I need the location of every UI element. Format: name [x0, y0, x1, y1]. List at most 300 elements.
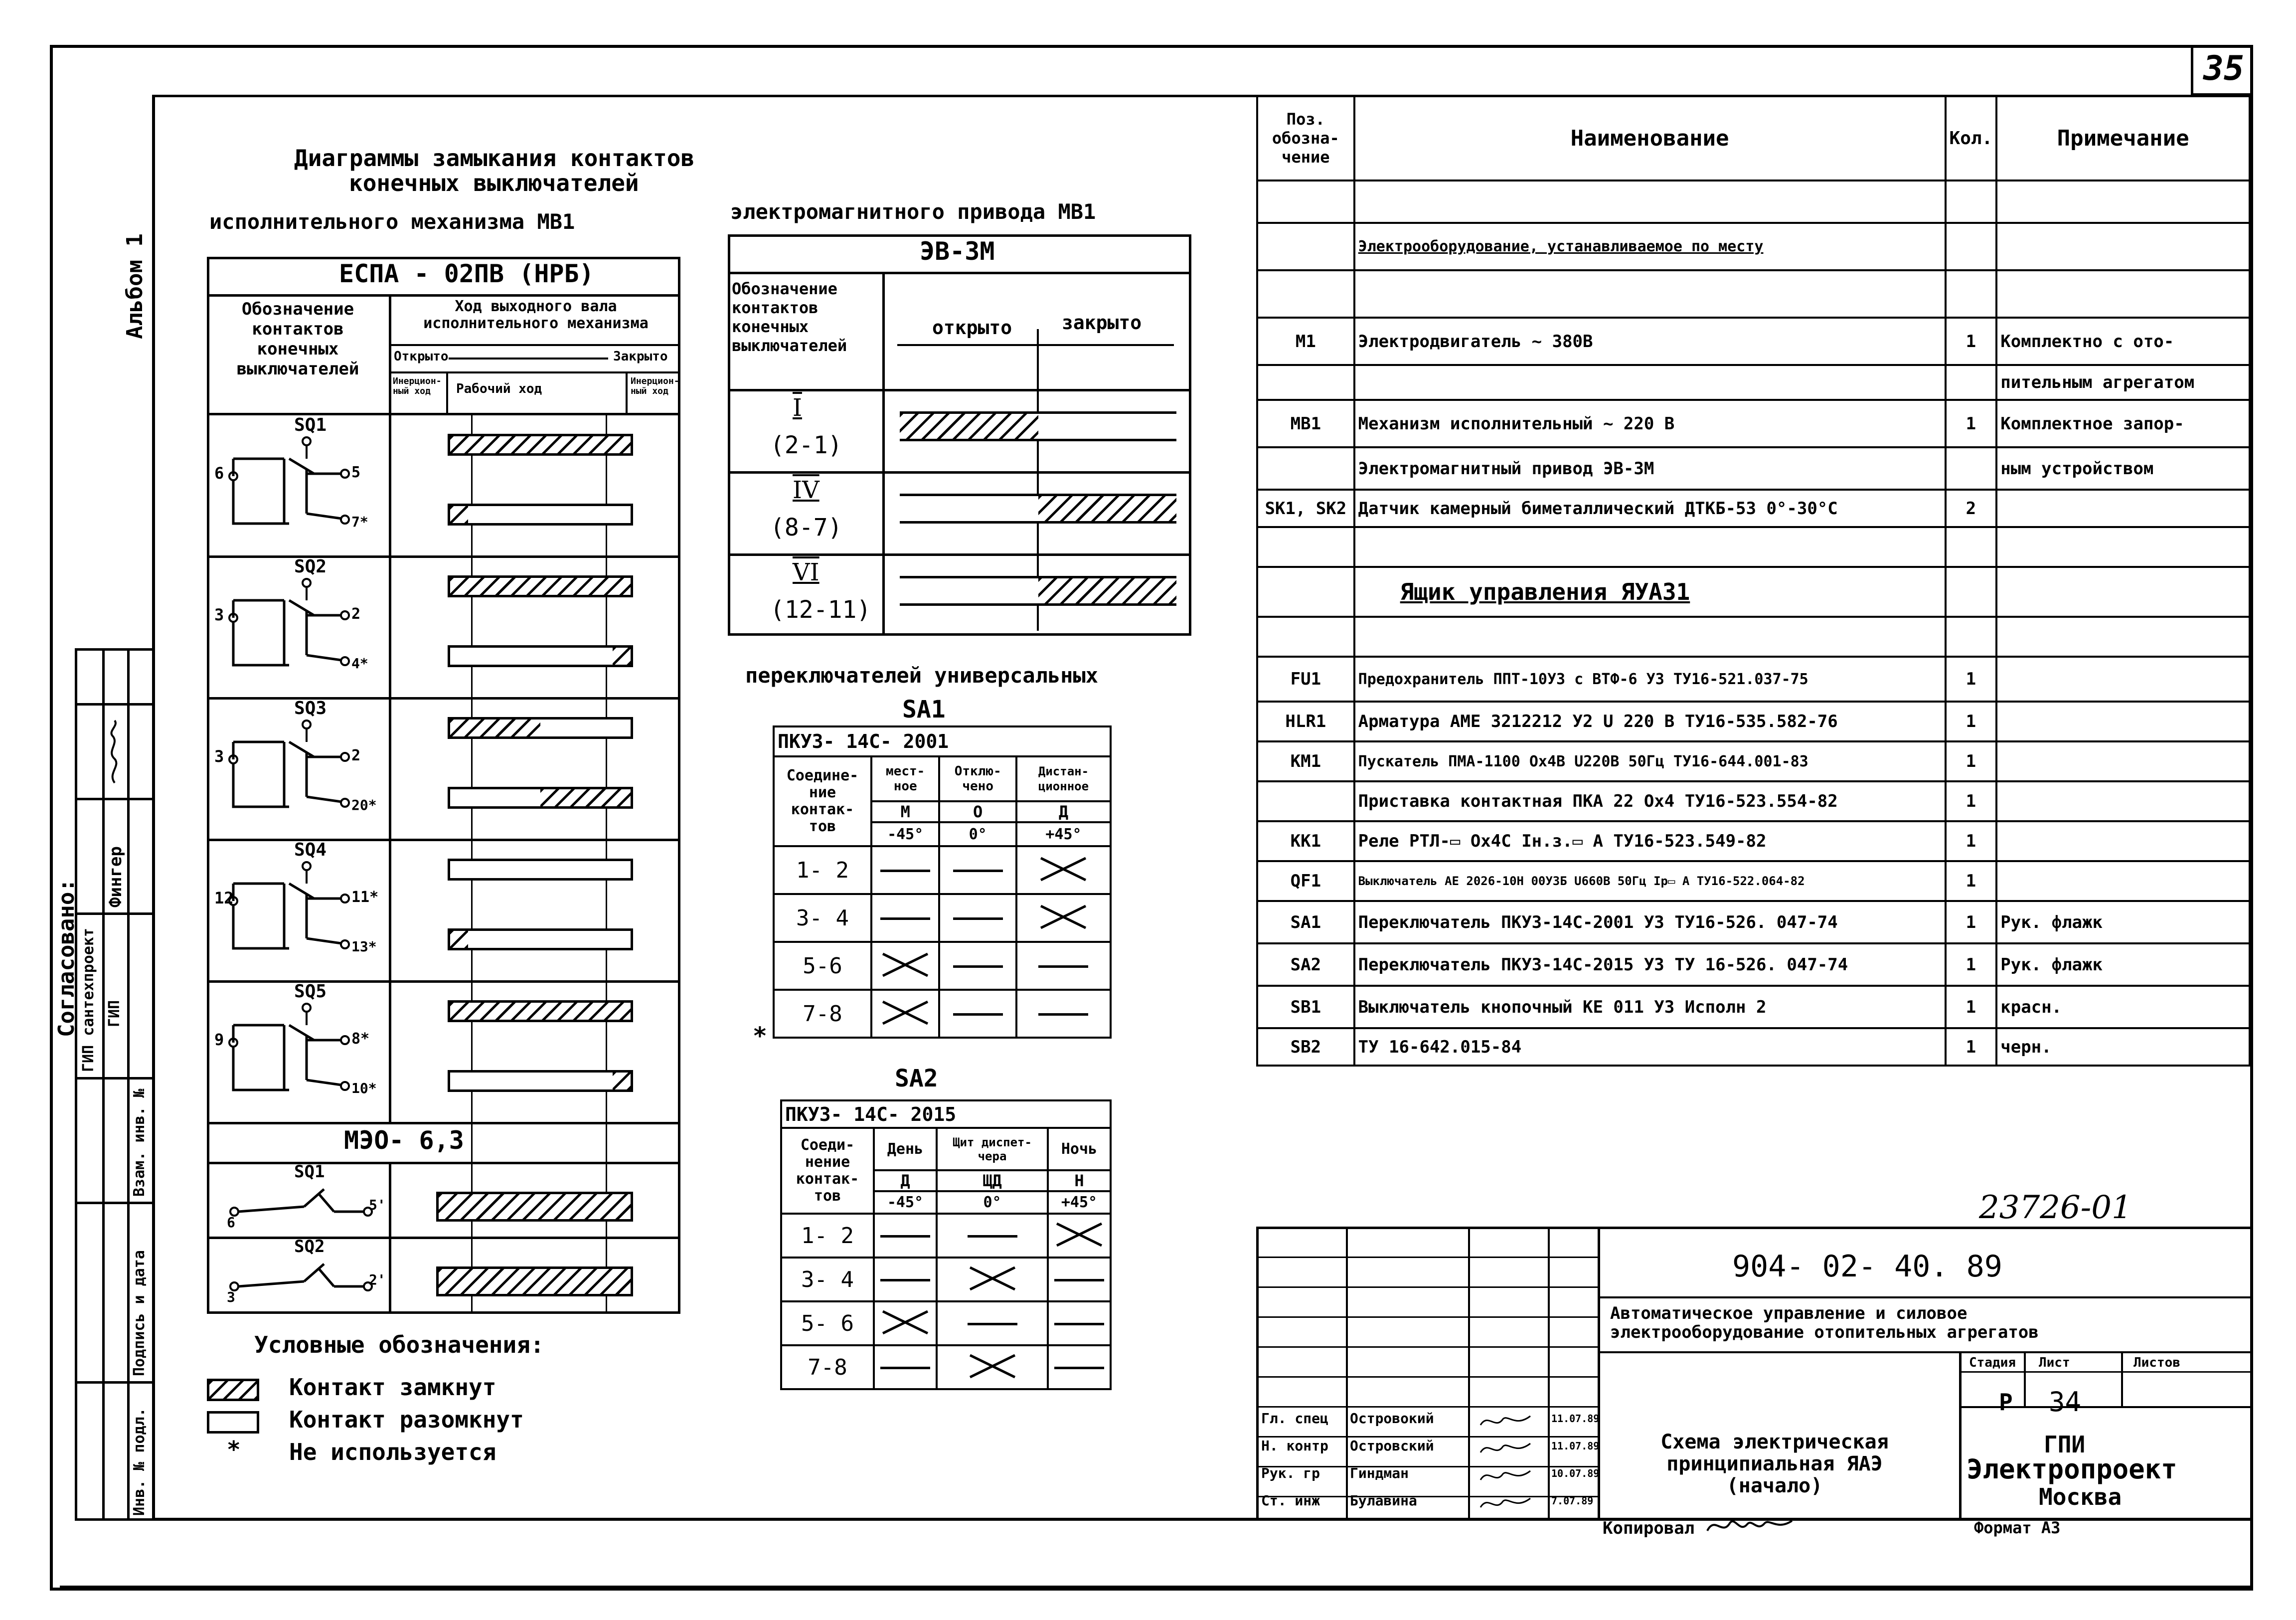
spec-qty: 1 [1946, 318, 1997, 365]
spec-row [1257, 1028, 2250, 1066]
spec-name: Реле РТЛ-▭ Ох4С Iн.з.▭ А ТУ16-523.549-82 [1354, 821, 1946, 861]
spec-name: Приставка контактная ПКА 22 Ох4 ТУ16-523.554-82 [1354, 781, 1946, 821]
spec-name: ТУ 16-642.015-84 [1354, 1028, 1946, 1066]
stamp-date: 11.07.89 [1551, 1413, 1600, 1425]
switch-mark [937, 1345, 1048, 1389]
page-number: 35 [2203, 49, 2244, 88]
switch-mark [871, 894, 939, 942]
stamp-vline [1548, 1227, 1550, 1521]
stamp-line [1598, 1296, 2253, 1298]
sa1-code: О [939, 801, 1016, 822]
strip-line [75, 1077, 152, 1080]
switch-mark [1016, 894, 1111, 942]
open-dash-icon [880, 1279, 930, 1281]
spec-row [1257, 270, 2250, 318]
eb-vline [882, 272, 885, 636]
eb-contact-pins: (8-7) [770, 514, 842, 541]
spec-qty: 1 [1946, 986, 1997, 1028]
open-dash-icon [1038, 1013, 1088, 1016]
spec-pos [1257, 223, 1354, 270]
contact-bar [448, 787, 633, 809]
stamp-org-line3: Москва [2039, 1483, 2122, 1510]
spec-qty [1946, 223, 1997, 270]
switch-pair: 1- 2 [774, 846, 871, 894]
sa2-code: Н [1048, 1170, 1111, 1191]
legend-open-text: Контакт разомкнут [289, 1406, 524, 1433]
stamp-sheets-label: Листов [2133, 1355, 2180, 1370]
spec-qty: 1 [1946, 821, 1997, 861]
switch-pin-right: 8* [351, 1030, 370, 1048]
spec-pos [1257, 270, 1354, 318]
espa-line [207, 1162, 680, 1164]
switch-name: SQ5 [294, 981, 327, 1002]
sa2-conn-header: Соеди-нение контак-тов [781, 1128, 874, 1214]
closed-cross-icon [878, 998, 933, 1028]
sa1-code: Д [1016, 801, 1111, 822]
open-dash-icon [1054, 1367, 1104, 1369]
sa1-star: * [753, 1022, 767, 1050]
spec-pos: КМ1 [1257, 741, 1354, 781]
switch-mark [937, 1258, 1048, 1301]
spec-qty: 1 [1946, 1028, 1997, 1066]
spec-pos: SA1 [1257, 901, 1354, 943]
sa1-code: М [871, 801, 939, 822]
switch-mark [1016, 990, 1111, 1038]
spec-name [1354, 180, 1946, 223]
spec-note [1996, 223, 2250, 270]
switch-mark [874, 1258, 937, 1301]
switch-pin-left: 12 [214, 889, 234, 907]
switch-mark [1016, 942, 1111, 990]
spec-pos: SB1 [1257, 986, 1354, 1028]
open-dash-icon [953, 870, 1003, 872]
switch-table-row [774, 846, 1111, 894]
stamp-sheet: 34 [2049, 1386, 2082, 1418]
stamp-vline [2121, 1351, 2123, 1406]
spec-row [1257, 901, 2250, 943]
spec-row [1257, 527, 2250, 567]
switch-mark [1048, 1258, 1111, 1301]
switch-pair: 3- 4 [781, 1258, 874, 1301]
espa-inertial-right: Инерцион-ный ход [631, 376, 679, 396]
spec-qty [1946, 527, 1997, 567]
strip-divider [127, 648, 130, 1521]
spec-pos [1257, 180, 1354, 223]
spec-row [1257, 318, 2250, 365]
espa-row-line [207, 839, 680, 841]
contact-bar-fill [450, 578, 631, 595]
copied-by-label: Копировал [1603, 1518, 1695, 1538]
spec-qty: 1 [1946, 943, 1997, 986]
stamp-role: Н. контр [1261, 1438, 1328, 1454]
switch-name: SQ3 [294, 698, 327, 719]
espa-line [207, 413, 680, 415]
switch-pair: 1- 2 [781, 1214, 874, 1258]
contact-bar [448, 1070, 633, 1092]
switch-mark [874, 1301, 937, 1345]
stamp-line [1598, 1351, 2253, 1353]
switch-table-row [774, 894, 1111, 942]
spec-pos [1257, 567, 1354, 617]
spec-row [1257, 986, 2250, 1028]
subtitle-mechanism: исполнительного механизма МВ1 [209, 209, 575, 234]
spec-pos: SK1, SK2 [1257, 490, 1354, 527]
switch-mark [1048, 1301, 1111, 1345]
open-dash-icon [1038, 965, 1088, 968]
meo-pin-left: 3 [227, 1289, 235, 1305]
closed-cross-icon [1036, 902, 1091, 932]
stamp-date: 10.07.89 [1551, 1467, 1600, 1479]
stamp-project-title: Автоматическое управление и силовое электрооборудование отопительных агрегатов [1610, 1303, 2039, 1342]
stamp-org-line2: Электропроект [1967, 1453, 2177, 1485]
stamp-date: 7.07.89 [1551, 1495, 1594, 1507]
switch-mark [871, 942, 939, 990]
meo-switch-name: SQ2 [294, 1237, 325, 1257]
switch-pin-right: 13* [351, 938, 377, 955]
contact-bar-fill [450, 931, 468, 948]
spec-row [1257, 702, 2250, 741]
switch-table-row [781, 1214, 1111, 1258]
sa1-col-header: мест-ное [871, 756, 939, 801]
legend-title: Условные обозначения: [254, 1331, 544, 1358]
spec-name: Предохранитель ППТ-10УЗ с ВТФ-6 УЗ ТУ16-521.037-75 [1354, 657, 1946, 702]
eb-contact-roman: VI [793, 558, 820, 586]
stamp-person-name: Булавина [1350, 1492, 1417, 1509]
espa-working: Рабочий ход [456, 381, 542, 396]
stamp-signature [1476, 1410, 1535, 1433]
spec-pos: SB2 [1257, 1028, 1354, 1066]
stamp-line [1256, 1376, 1598, 1378]
switch-pin-right: 4* [351, 655, 368, 672]
switch-mark [1016, 846, 1111, 894]
meo-pin-right: 5' [369, 1197, 386, 1213]
spec-note [1996, 702, 2250, 741]
contact-bar-fill [439, 1269, 631, 1294]
approval-gip-org: ГИП сантехпроект [80, 928, 97, 1072]
contact-bar [436, 1192, 633, 1222]
switch-name: SQ4 [294, 840, 327, 860]
sa1-angle: 0° [939, 822, 1016, 846]
open-dash-icon [953, 1013, 1003, 1016]
sa2-angle: +45° [1048, 1191, 1111, 1214]
contact-bar-fill [613, 1073, 631, 1089]
espa-line [207, 1122, 680, 1124]
switch-pin-left: 3 [214, 605, 224, 624]
contact-bar-fill [439, 1194, 631, 1219]
open-dash-icon [968, 1323, 1017, 1325]
open-dash-icon [1054, 1279, 1104, 1281]
approval-title: Согласовано: [54, 879, 79, 1037]
stamp-role: Гл. спец [1261, 1410, 1328, 1427]
closed-cross-icon [1036, 854, 1091, 884]
eb-title: ЭВ-3М [920, 237, 995, 266]
spec-pos: FU1 [1257, 657, 1354, 702]
open-dash-icon [880, 1235, 930, 1238]
open-dash-icon [880, 1367, 930, 1369]
bottom-line [60, 1586, 2253, 1589]
spec-note [1996, 490, 2250, 527]
spec-note [1996, 567, 2250, 617]
stamp-line [1256, 1286, 1598, 1288]
spec-row [1257, 567, 2250, 617]
spec-name [1354, 527, 1946, 567]
spec-name: Переключатель ПКУЗ-14С-2015 УЗ ТУ 16-526. 047-74 [1354, 943, 1946, 986]
stamp-vline [1468, 1227, 1470, 1521]
approval-signature [105, 718, 125, 788]
stamp-person-name: Островокий [1350, 1410, 1434, 1427]
spec-qty: 1 [1946, 657, 1997, 702]
spec-qty: 1 [1946, 781, 1997, 821]
spec-name [1354, 270, 1946, 318]
spec-note [1996, 821, 2250, 861]
legend-unused-mark: * [227, 1436, 241, 1463]
eb-contact-fill [900, 414, 1038, 439]
diagram-title-line1: Диаграммы замыкания контактов [294, 145, 695, 172]
format-label: Формат А3 [1974, 1518, 2061, 1537]
strip-line [75, 703, 152, 706]
eb-contact-fill [1038, 578, 1177, 603]
switch-mark [937, 1214, 1048, 1258]
spec-row [1257, 617, 2250, 657]
espa-vline [626, 371, 628, 414]
switch-pin-left: 3 [214, 747, 224, 766]
spec-name: Переключатель ПКУЗ-14С-2001 УЗ ТУ16-526. 047-74 [1354, 901, 1946, 943]
spec-row [1257, 943, 2250, 986]
spec-row [1257, 657, 2250, 702]
spec-pos: HLR1 [1257, 702, 1354, 741]
strip-line [75, 912, 152, 915]
espa-vline [389, 294, 391, 1122]
spec-note [1996, 180, 2250, 223]
switch-mark [937, 1301, 1048, 1345]
spec-pos [1257, 447, 1354, 490]
closed-cross-icon [878, 950, 933, 980]
switch-table-row [781, 1301, 1111, 1345]
closed-cross-icon [878, 1307, 933, 1337]
espa-row-line [207, 697, 680, 700]
spec-qty [1946, 447, 1997, 490]
spec-note: Комплектное запор- [1996, 400, 2250, 447]
spec-header-name: Наименование [1354, 96, 1946, 180]
spec-name: Электромагнитный привод ЭВ-3М [1354, 447, 1946, 490]
open-dash-icon [1054, 1323, 1104, 1325]
spec-qty [1946, 180, 1997, 223]
eb-line [728, 553, 1191, 556]
stamp-vline [1959, 1351, 1962, 1521]
sa1-col-header: Дистан-ционное [1016, 756, 1111, 801]
stamp-stage: Р [1999, 1389, 2013, 1416]
switch-pin-left: 6 [214, 464, 224, 483]
espa-closed-label: Закрыто [613, 349, 668, 364]
switch-name: SQ2 [294, 556, 327, 577]
spec-qty: 1 [1946, 861, 1997, 901]
switch-table-row [781, 1258, 1111, 1301]
switch-pin-right: 7* [351, 514, 368, 530]
espa-line [389, 344, 680, 346]
spec-note [1996, 657, 2250, 702]
espa-line [207, 1237, 680, 1239]
stamp-person-name: Островский [1350, 1438, 1434, 1454]
spec-note: Рук. флажк [1996, 901, 2250, 943]
eb-contact-bar [900, 576, 1176, 606]
contact-bar [448, 504, 633, 526]
sa1-table [773, 725, 1112, 1039]
switch-mark [874, 1214, 937, 1258]
stamp-role: Рук. гр [1261, 1465, 1320, 1481]
stamp-line [1256, 1406, 1598, 1408]
copied-by-signature [1705, 1513, 1795, 1538]
stamp-line [1959, 1371, 2253, 1373]
spec-row [1257, 490, 2250, 527]
inv-original-label: Инв. № подл. [131, 1408, 148, 1516]
sa1-col-header: Отклю-чено [939, 756, 1016, 801]
sa2-code: Д [874, 1170, 937, 1191]
spec-qty: 1 [1946, 741, 1997, 781]
spec-qty [1946, 617, 1997, 657]
contact-bar-fill [540, 789, 631, 806]
spec-row [1257, 223, 2250, 270]
sa2-col-header: Ночь [1048, 1128, 1111, 1170]
switch-pin-right: 5 [351, 464, 361, 481]
spec-name: Датчик камерный биметаллический ДТКБ-53 0°-30°С [1354, 490, 1946, 527]
sa1-title: ПКУЗ- 14С- 2001 [774, 726, 1111, 756]
spec-pos [1257, 365, 1354, 400]
switch-mark [939, 894, 1016, 942]
contact-bar [448, 645, 633, 667]
handwritten-number: 23726-01 [1979, 1189, 2132, 1226]
spec-header-pos: Поз. обозна-чение [1257, 96, 1354, 180]
spec-note: черн. [1996, 1028, 2250, 1066]
switch-mark [939, 846, 1016, 894]
sa1-label: SA1 [902, 696, 946, 723]
switch-pin-right: 2 [351, 747, 361, 764]
eb-contact-pins: (12-11) [770, 596, 871, 624]
sa1-angle: +45° [1016, 822, 1111, 846]
open-dash-icon [880, 917, 930, 920]
contact-bar-fill [450, 436, 631, 453]
switch-pair: 3- 4 [774, 894, 871, 942]
stamp-stage-label: Стадия [1969, 1355, 2016, 1370]
meo-pin-left: 6 [227, 1214, 235, 1231]
stamp-line [1256, 1346, 1598, 1348]
stamp-sheet-label: Лист [2039, 1355, 2070, 1370]
spec-row [1257, 861, 2250, 901]
spec-pos: SA2 [1257, 943, 1354, 986]
spec-pos: М1 [1257, 318, 1354, 365]
sa2-code: ЩД [937, 1170, 1048, 1191]
spec-note [1996, 861, 2250, 901]
switch-pin-right: 11* [351, 889, 379, 906]
espa-open-label: Открыто [394, 349, 449, 364]
espa-col1-header: Обозначение контактов конечных выключателей [236, 299, 359, 379]
eb-col1-header: Обозначение контактов конечных выключателей [732, 279, 847, 355]
spec-note: Комплектно с ото- [1996, 318, 2250, 365]
switch-pair: 5-6 [774, 942, 871, 990]
stamp-sheet-title: Схема электрическая принципиальная ЯАЭ (начало) [1660, 1431, 1889, 1497]
contact-bar-fill [613, 648, 631, 665]
strip-line [75, 1202, 152, 1204]
sa2-title: ПКУЗ- 14С- 2015 [781, 1100, 1111, 1128]
open-dash-icon [880, 870, 930, 872]
switch-mark [1048, 1214, 1111, 1258]
spec-qty [1946, 365, 1997, 400]
open-dash-icon [968, 1235, 1017, 1238]
switch-pin-right: 2 [351, 605, 361, 623]
switch-pair: 5- 6 [781, 1301, 874, 1345]
sa2-angle: -45° [874, 1191, 937, 1214]
strip-line [75, 1381, 152, 1384]
spec-name [1354, 617, 1946, 657]
contact-bar [448, 717, 633, 739]
spec-note: Рук. флажк [1996, 943, 2250, 986]
legend-closed-text: Контакт замкнут [289, 1374, 496, 1401]
open-dash-icon [953, 917, 1003, 920]
spec-row [1257, 400, 2250, 447]
stamp-person-name: Гиндман [1350, 1465, 1409, 1481]
stamp-doc-code: 904- 02- 40. 89 [1732, 1249, 2002, 1284]
meo-pin-right: 2' [369, 1271, 386, 1288]
spec-note: ным устройством [1996, 447, 2250, 490]
spec-name: Пускатель ПМА-1100 Ох4В U220В 50Гц ТУ16-644.001-83 [1354, 741, 1946, 781]
spec-name: Выключатель АЕ 2026-10Н 00УЗБ U660В 50Гц Iр▭ А ТУ16-522.064-82 [1354, 861, 1946, 901]
switch-heading: переключателей универсальных [745, 663, 1099, 688]
inv-copy-label: Взам. инв. № [131, 1088, 148, 1197]
eb-contact-bar [900, 494, 1176, 524]
spec-name: Ящик управления ЯУА31 [1354, 567, 1946, 617]
approval-name: Фингер [106, 846, 126, 907]
eb-contact-bar [900, 411, 1176, 441]
contact-bar [448, 434, 633, 456]
closed-cross-icon [965, 1263, 1020, 1293]
contact-bar [448, 859, 633, 881]
contact-bar-fill [450, 506, 468, 523]
closed-cross-icon [965, 1351, 1020, 1381]
switch-pair: 7-8 [781, 1345, 874, 1389]
spec-name: Электродвигатель ~ 380В [1354, 318, 1946, 365]
closed-cross-icon [1052, 1220, 1107, 1250]
switch-pin-right: 10* [351, 1080, 377, 1096]
contact-bar [448, 1000, 633, 1022]
diagram-title-line2: конечных выключателей [349, 170, 639, 196]
spec-note [1996, 617, 2250, 657]
side-label: Альбом 1 [122, 233, 148, 339]
spec-pos: КК1 [1257, 821, 1354, 861]
switch-pin-left: 9 [214, 1030, 224, 1049]
switch-mark [939, 942, 1016, 990]
spec-pos [1257, 527, 1354, 567]
spec-table [1256, 95, 2251, 1067]
spec-qty: 1 [1946, 400, 1997, 447]
espa-inertial-left: Инерцион-ный ход [393, 376, 442, 396]
sa2-col-header: Щит диспет-чера [937, 1128, 1048, 1170]
spec-qty: 2 [1946, 490, 1997, 527]
spec-row [1257, 180, 2250, 223]
spec-qty [1946, 270, 1997, 318]
strip-line [75, 798, 152, 800]
spec-row [1257, 781, 2250, 821]
spec-note [1996, 527, 2250, 567]
spec-row [1257, 741, 2250, 781]
switch-mark [871, 846, 939, 894]
spec-note: красн. [1996, 986, 2250, 1028]
spec-note [1996, 741, 2250, 781]
spec-pos [1257, 617, 1354, 657]
spec-qty: 1 [1946, 901, 1997, 943]
espa-title: ЕСПА - 02ПВ (НРБ) [339, 259, 594, 288]
subtitle-drive: электромагнитного привода МВ1 [730, 199, 1096, 224]
espa-line [389, 371, 680, 373]
eb-line [728, 471, 1191, 474]
